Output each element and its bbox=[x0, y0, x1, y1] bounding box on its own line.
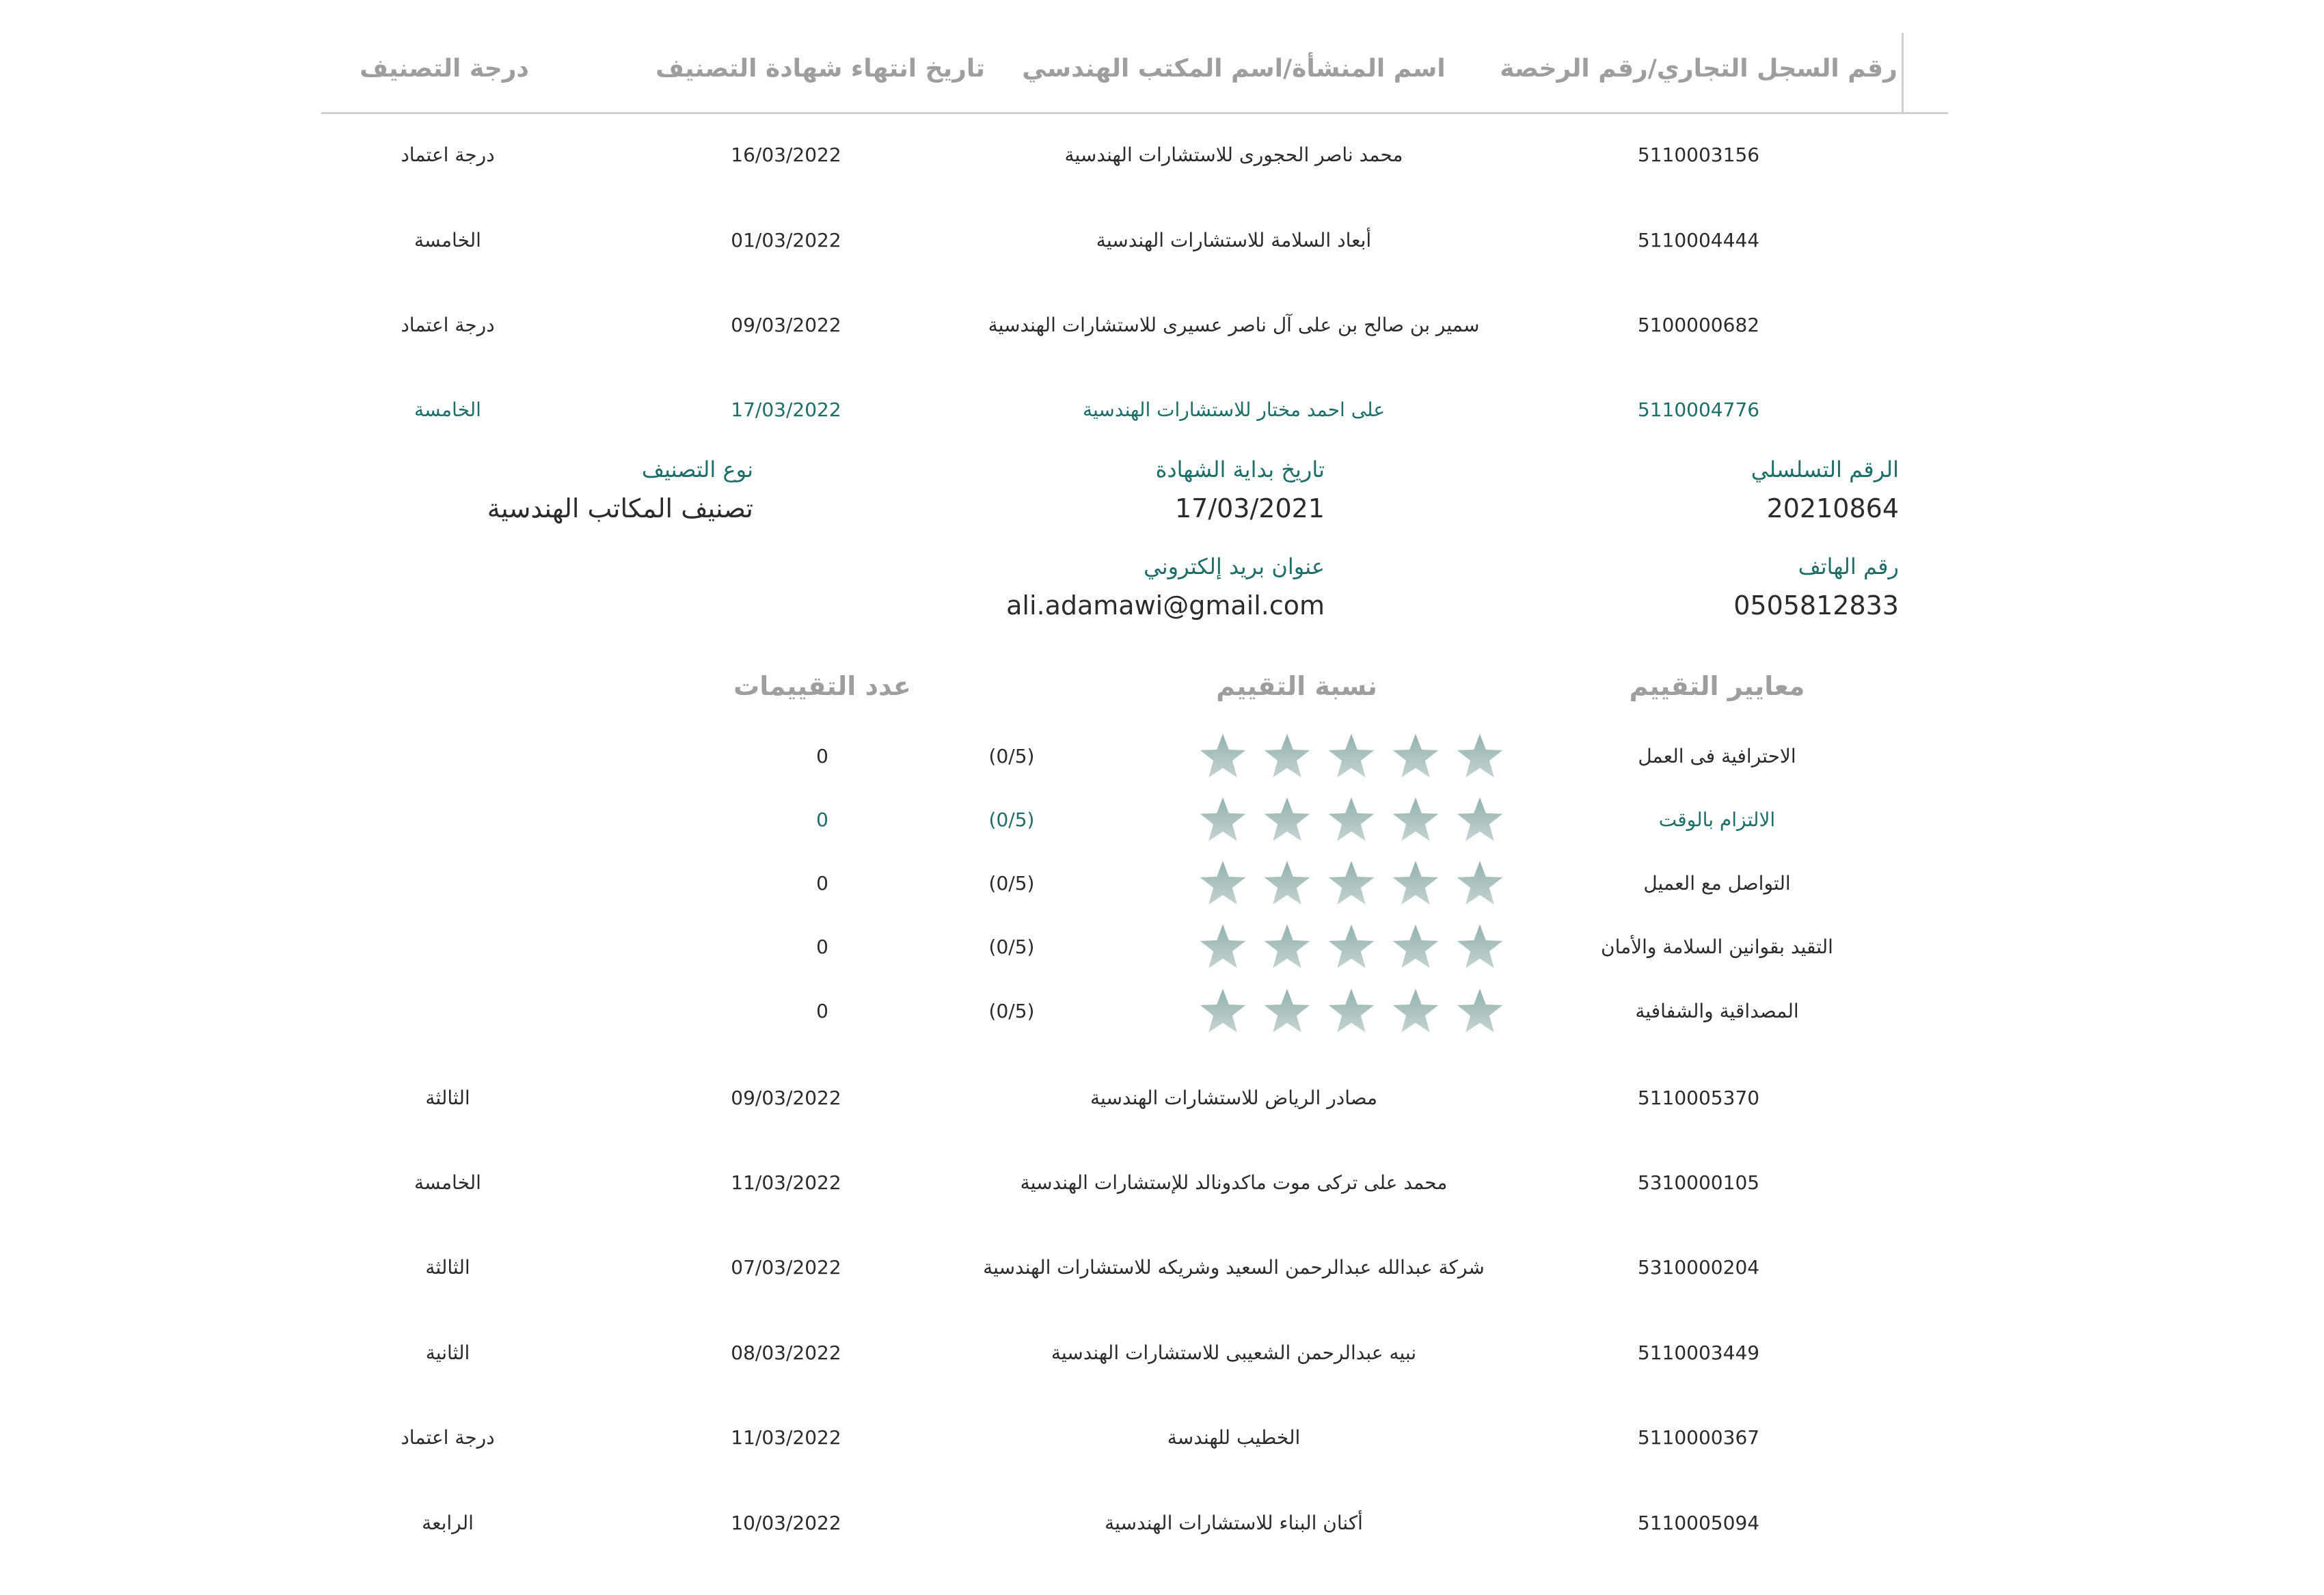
cell-grade: الرابعة bbox=[422, 1512, 474, 1534]
star-icon[interactable] bbox=[1388, 730, 1443, 782]
rating-criterion: التقيد بقوانين السلامة والأمان bbox=[1601, 936, 1833, 958]
cell-registry: 5100000682 bbox=[1637, 314, 1760, 336]
header-underline bbox=[321, 112, 1948, 114]
cell-grade: الخامسة bbox=[414, 398, 481, 421]
star-icon[interactable] bbox=[1388, 793, 1443, 845]
rating-score: (0/5) bbox=[988, 745, 1035, 767]
table-row[interactable] bbox=[0, 1512, 2324, 1553]
star-icon[interactable] bbox=[1324, 857, 1379, 909]
cell-name: على احمد مختار للاستشارات الهندسية bbox=[1082, 398, 1386, 421]
cell-expiry: 09/03/2022 bbox=[731, 1087, 841, 1109]
rating-row bbox=[0, 808, 2324, 849]
table-row[interactable] bbox=[0, 229, 2324, 270]
table-row[interactable] bbox=[0, 314, 2324, 355]
rating-row bbox=[0, 745, 2324, 786]
cell-name: محمد على تركى موت ماكدونالد للإستشارات الهندسية bbox=[1020, 1171, 1448, 1194]
cell-expiry: 11/03/2022 bbox=[731, 1426, 841, 1449]
start-date-label: تاريخ بداية الشهادة bbox=[1155, 456, 1325, 482]
star-icon[interactable] bbox=[1388, 985, 1443, 1037]
cell-expiry: 08/03/2022 bbox=[731, 1341, 841, 1364]
star-icon[interactable] bbox=[1324, 985, 1379, 1037]
rating-score: (0/5) bbox=[988, 808, 1035, 831]
email-label: عنوان بريد إلكتروني bbox=[1144, 554, 1325, 580]
table-row-selected[interactable] bbox=[0, 398, 2324, 439]
start-date-value: 17/03/2021 bbox=[1174, 493, 1325, 523]
star-icon[interactable] bbox=[1388, 921, 1443, 972]
cell-registry: 5110003449 bbox=[1637, 1341, 1760, 1364]
rating-ratio-header: نسبة التقييم bbox=[1216, 671, 1377, 701]
rating-count: 0 bbox=[816, 936, 828, 958]
cell-expiry: 10/03/2022 bbox=[731, 1512, 841, 1534]
cell-grade: الثالثة bbox=[425, 1087, 470, 1109]
rating-criterion: الالتزام بالوقت bbox=[1658, 808, 1776, 831]
star-icon[interactable] bbox=[1195, 793, 1250, 845]
star-rating[interactable] bbox=[1195, 730, 1507, 782]
cell-expiry: 11/03/2022 bbox=[731, 1171, 841, 1194]
rating-count: 0 bbox=[816, 808, 828, 831]
cell-name: سمير بن صالح بن على آل ناصر عسيرى للاستشارات الهندسية bbox=[988, 314, 1480, 336]
header-grade[interactable]: درجة التصنيف bbox=[360, 55, 529, 83]
rating-score: (0/5) bbox=[988, 1000, 1035, 1022]
star-icon[interactable] bbox=[1260, 921, 1314, 972]
header-name[interactable]: اسم المنشأة/اسم المكتب الهندسي bbox=[1022, 55, 1446, 83]
serial-label: الرقم التسلسلي bbox=[1751, 456, 1899, 482]
rating-criterion: التواصل مع العميل bbox=[1643, 872, 1791, 895]
cell-registry: 5110004776 bbox=[1637, 398, 1760, 421]
rating-row bbox=[0, 872, 2324, 913]
star-icon[interactable] bbox=[1452, 985, 1507, 1037]
table-row[interactable] bbox=[0, 1087, 2324, 1128]
cell-expiry: 17/03/2022 bbox=[731, 398, 841, 421]
cell-name: محمد ناصر الحجورى للاستشارات الهندسية bbox=[1064, 144, 1403, 166]
table-row[interactable] bbox=[0, 144, 2324, 185]
star-icon[interactable] bbox=[1260, 857, 1314, 909]
header-expiry[interactable]: تاريخ انتهاء شهادة التصنيف bbox=[656, 55, 985, 83]
table-row[interactable] bbox=[0, 1171, 2324, 1212]
star-rating[interactable] bbox=[1195, 921, 1507, 972]
cell-name: الخطيب للهندسة bbox=[1167, 1426, 1301, 1449]
phone-label: رقم الهاتف bbox=[1798, 554, 1899, 580]
star-icon[interactable] bbox=[1452, 857, 1507, 909]
header-registry[interactable]: رقم السجل التجاري/رقم الرخصة bbox=[1500, 55, 1897, 83]
star-icon[interactable] bbox=[1452, 921, 1507, 972]
star-rating[interactable] bbox=[1195, 793, 1507, 845]
star-icon[interactable] bbox=[1324, 730, 1379, 782]
cell-registry: 5110005370 bbox=[1637, 1087, 1760, 1109]
cell-registry: 5110000367 bbox=[1637, 1426, 1760, 1449]
cell-expiry: 09/03/2022 bbox=[731, 314, 841, 336]
star-icon[interactable] bbox=[1388, 857, 1443, 909]
rating-criterion: المصداقية والشفافية bbox=[1635, 1000, 1799, 1022]
class-type-label: نوع التصنيف bbox=[641, 456, 753, 482]
cell-grade: الثانية bbox=[425, 1341, 470, 1364]
cell-name: أكنان البناء للاستشارات الهندسية bbox=[1105, 1512, 1363, 1534]
cell-grade: الخامسة bbox=[414, 229, 481, 251]
rating-row bbox=[0, 1000, 2324, 1041]
cell-grade: الخامسة bbox=[414, 1171, 481, 1194]
cell-name: شركة عبدالله عبدالرحمن السعيد وشريكه للاستشارات الهندسية bbox=[983, 1256, 1485, 1279]
cell-name: مصادر الرياض للاستشارات الهندسية bbox=[1090, 1087, 1378, 1109]
star-icon[interactable] bbox=[1452, 793, 1507, 845]
star-icon[interactable] bbox=[1324, 793, 1379, 845]
email-value[interactable]: ali.adamawi@gmail.com bbox=[1006, 590, 1325, 621]
star-rating[interactable] bbox=[1195, 857, 1507, 909]
cell-registry: 5310000204 bbox=[1637, 1256, 1760, 1279]
star-icon[interactable] bbox=[1260, 985, 1314, 1037]
phone-value: 0505812833 bbox=[1733, 590, 1899, 621]
star-icon[interactable] bbox=[1195, 857, 1250, 909]
cell-grade: درجة اعتماد bbox=[401, 1426, 495, 1449]
table-row[interactable] bbox=[0, 1426, 2324, 1467]
rating-criteria-header: معايير التقييم bbox=[1629, 671, 1805, 701]
star-icon[interactable] bbox=[1195, 985, 1250, 1037]
rating-count: 0 bbox=[816, 1000, 828, 1022]
cell-grade: درجة اعتماد bbox=[401, 314, 495, 336]
star-icon[interactable] bbox=[1260, 730, 1314, 782]
cell-registry: 5110004444 bbox=[1637, 229, 1760, 251]
class-type-value: تصنيف المكاتب الهندسية bbox=[487, 493, 753, 523]
cell-name: أبعاد السلامة للاستشارات الهندسية bbox=[1096, 229, 1372, 251]
header-divider bbox=[1902, 33, 1904, 112]
table-row[interactable] bbox=[0, 1341, 2324, 1382]
rating-count-header: عدد التقييمات bbox=[733, 671, 911, 701]
cell-name: نبيه عبدالرحمن الشعيبى للاستشارات الهندسية bbox=[1051, 1341, 1417, 1364]
star-icon[interactable] bbox=[1195, 730, 1250, 782]
star-rating[interactable] bbox=[1195, 985, 1507, 1037]
cell-grade: درجة اعتماد bbox=[401, 144, 495, 166]
star-icon[interactable] bbox=[1260, 793, 1314, 845]
serial-value: 20210864 bbox=[1766, 493, 1899, 523]
cell-registry: 5110005094 bbox=[1637, 1512, 1760, 1534]
star-icon[interactable] bbox=[1452, 730, 1507, 782]
rating-count: 0 bbox=[816, 872, 828, 895]
cell-expiry: 01/03/2022 bbox=[731, 229, 841, 251]
rating-score: (0/5) bbox=[988, 936, 1035, 958]
rating-score: (0/5) bbox=[988, 872, 1035, 895]
star-icon[interactable] bbox=[1195, 921, 1250, 972]
cell-expiry: 07/03/2022 bbox=[731, 1256, 841, 1279]
cell-registry: 5110003156 bbox=[1637, 144, 1760, 166]
rating-row bbox=[0, 936, 2324, 977]
cell-expiry: 16/03/2022 bbox=[731, 144, 841, 166]
table-row[interactable] bbox=[0, 1256, 2324, 1297]
rating-count: 0 bbox=[816, 745, 828, 767]
cell-grade: الثالثة bbox=[425, 1256, 470, 1279]
rating-criterion: الاحترافية فى العمل bbox=[1638, 745, 1796, 767]
cell-registry: 5310000105 bbox=[1637, 1171, 1760, 1194]
star-icon[interactable] bbox=[1324, 921, 1379, 972]
